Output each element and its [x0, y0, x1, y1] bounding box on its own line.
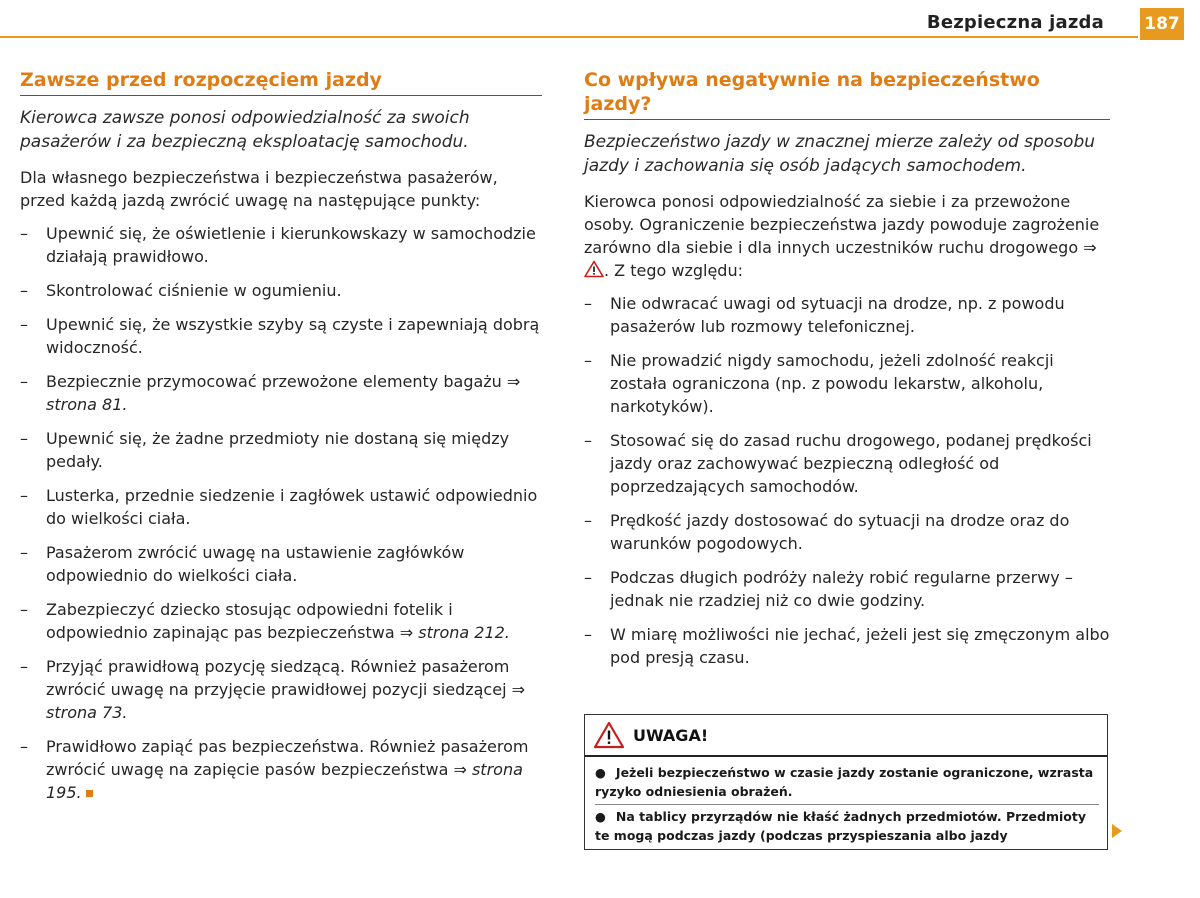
list-item: [20, 370, 542, 416]
list-item: – Prędkość jazdy dostosować do sytuacji na drodze oraz do warunków pogodowych.: [584, 509, 1110, 555]
list-item-text: Skontrolować ciśnienie w ogumieniu.: [46, 281, 342, 300]
page-reference-link[interactable]: ⇒ strona 81.: [46, 372, 521, 414]
list-item: [20, 484, 542, 530]
list-item: [20, 313, 542, 359]
list-item: [20, 655, 542, 724]
list-item-text: Bezpiecznie przymocować przewożone elementy bagażu: [46, 372, 507, 391]
list-item-text: Lusterka, przednie siedzenie i zagłówek ustawić odpowiednio do wielkości ciała.: [46, 486, 538, 528]
warning-triangle-icon[interactable]: [584, 260, 604, 278]
list-item-text: Upewnić się, że oświetlenie i kierunkowskazy w samochodzie działają prawidłowo.: [46, 224, 536, 266]
list-item: [20, 541, 542, 587]
warning-triangle-icon: [593, 721, 625, 749]
warning-header: [585, 715, 1107, 757]
warning-body: [585, 757, 1107, 848]
page-reference-link[interactable]: ⇒ strona 73.: [46, 680, 526, 722]
section-end-marker: [86, 790, 93, 797]
list-item-text: Upewnić się, że żadne przedmioty nie dostaną się między pedały.: [46, 429, 510, 471]
warning-item-text: Jeżeli bezpieczeństwo w czasie jazdy zostanie ograniczone, wzrasta ryzyko odniesienia obrażeń.: [595, 765, 1094, 799]
section-heading-right: Co wpływa negatywnie na bezpieczeństwo jazdy?: [584, 68, 1110, 120]
checklist: [20, 222, 542, 804]
running-header-title: Bezpieczna jazda: [926, 12, 1104, 33]
list-item: [20, 735, 542, 804]
paragraph-left: Dla własnego bezpieczeństwa i bezpieczeństwa pasażerów, przed każdą jazdą zwrócić uwagę na następujące punkty:: [20, 168, 498, 210]
list-item-text: Przyjąć prawidłową pozycję siedzącą. Również pasażerom zwrócić uwagę na przyjęcie prawidłowej pozycji siedzącej: [46, 657, 512, 699]
intro-right: Bezpieczeństwo jazdy w znacznej mierze zależy od sposobu jazdy i zachowania się osób jadących samochodem.: [584, 132, 1096, 176]
page-reference-link[interactable]: ⇒ strona 212.: [399, 623, 510, 642]
paragraph-right-tail: . Z tego względu:: [604, 261, 743, 280]
page-reference-link[interactable]: ⇒ strona 195.: [46, 760, 523, 802]
list-item: – Stosować się do zasad ruchu drogowego, podanej prędkości jazdy oraz zachowywać bezpieczną odległość od poprzedzających samochodów.: [584, 429, 1110, 498]
section-heading-left: Zawsze przed rozpoczęciem jazdy: [20, 68, 542, 96]
paragraph-right: [584, 190, 1110, 282]
list-item-text: Pasażerom zwrócić uwagę na ustawienie zagłówków odpowiednio do wielkości ciała.: [46, 543, 465, 585]
list-item: [20, 427, 542, 473]
right-column: [584, 68, 1110, 680]
continue-arrow-icon: [1112, 824, 1122, 838]
paragraph-right-text: Kierowca ponosi odpowiedzialność za siebie i za przewożone osoby. Ograniczenie bezpieczeństwa jazdy powoduje zagrożenie zarówno dla siebie i dla innych uczestników ruchu drogowego ⇒: [584, 192, 1100, 257]
list-item: [20, 598, 542, 644]
header-rule: [0, 36, 1138, 38]
list-item-text: Upewnić się, że wszystkie szyby są czyste i zapewniają dobrą widoczność.: [46, 315, 540, 357]
bullet-icon: ●: [595, 809, 606, 824]
left-column: [20, 68, 542, 815]
warning-item: [595, 804, 1099, 848]
risk-list: [584, 292, 1110, 669]
intro-left: Kierowca zawsze ponosi odpowiedzialność za swoich pasażerów i za bezpieczną eksploatację samochodu.: [20, 108, 470, 152]
warning-title: UWAGA!: [633, 725, 709, 745]
list-item: – Podczas długich podróży należy robić regularne przerwy – jednak nie rzadziej niż co dwie godziny.: [584, 566, 1110, 612]
list-item: [20, 222, 542, 268]
list-item-text: Prawidłowo zapiąć pas bezpieczeństwa. Również pasażerom zwrócić uwagę na zapięcie pasów bezpieczeństwa: [46, 737, 529, 779]
bullet-icon: ●: [595, 765, 606, 780]
list-item: – Nie odwracać uwagi od sytuacji na drodze, np. z powodu pasażerów lub rozmowy telefonicznej.: [584, 292, 1110, 338]
warning-item: [595, 761, 1099, 804]
list-item: – Nie prowadzić nigdy samochodu, jeżeli zdolność reakcji została ograniczona (np. z powodu lekarstw, alkoholu, narkotyków).: [584, 349, 1110, 418]
warning-item-text: Na tablicy przyrządów nie kłaść żadnych przedmiotów. Przedmioty te mogą podczas jazdy (podczas przyspieszania albo jazdy: [595, 809, 1086, 843]
page-number: 187: [1140, 8, 1184, 40]
list-item-text: Zabezpieczyć dziecko stosując odpowiedni fotelik i odpowiednio zapinając pas bezpieczeństwa: [46, 600, 453, 642]
list-item: – W miarę możliwości nie jechać, jeżeli jest się zmęczonym albo pod presją czasu.: [584, 623, 1110, 669]
warning-box: [584, 714, 1108, 850]
list-item: [20, 279, 542, 302]
